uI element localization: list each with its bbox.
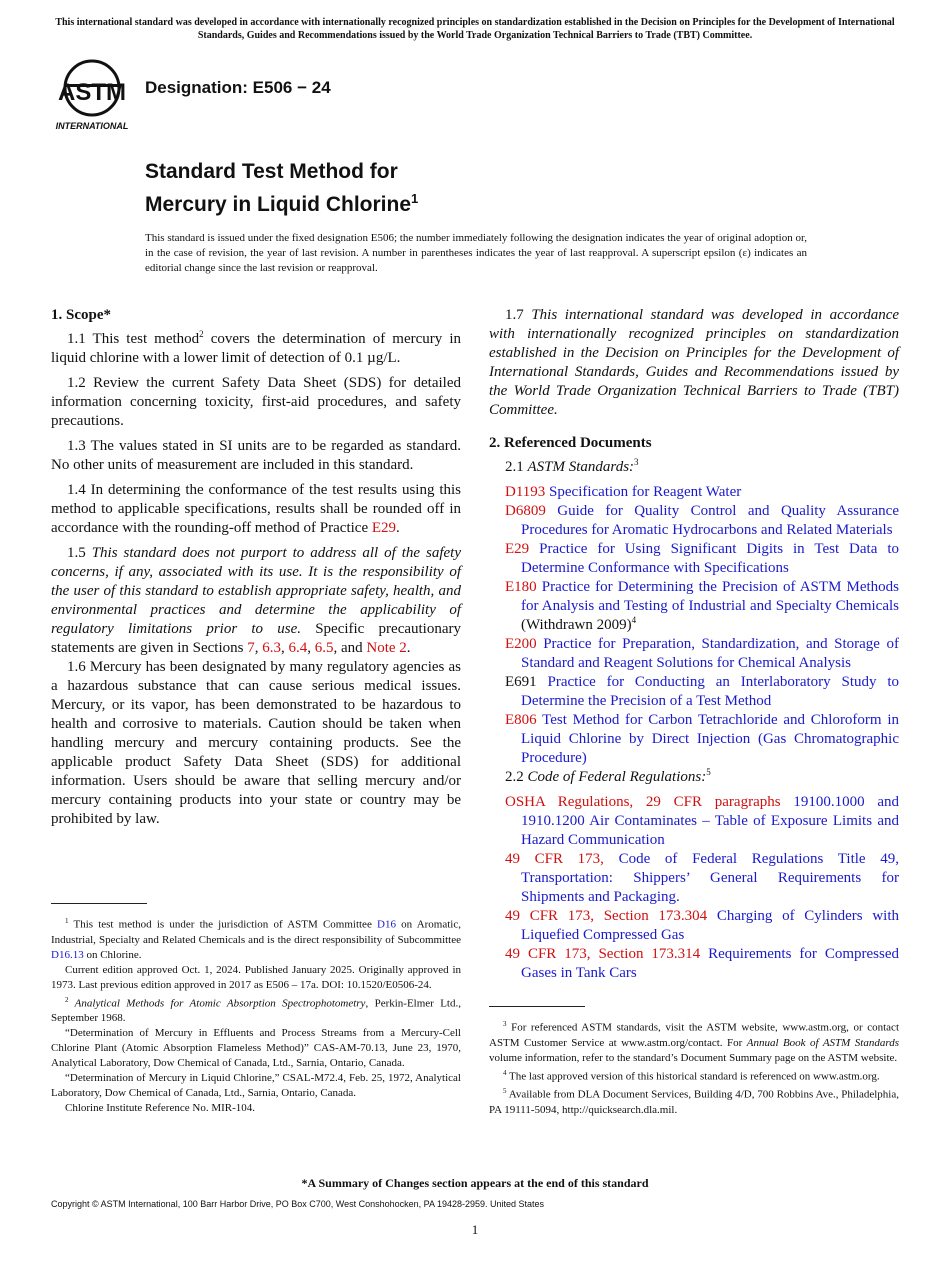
cfr-title-173-314[interactable]: Requirements for Compressed Gases in Tank Cars xyxy=(521,946,899,981)
ref-title-d6809[interactable]: Guide for Quality Control and Quality Assurance Procedures for Aromatic Hydrocarbons and Related Materials xyxy=(521,503,899,538)
scope-1-2: 1.2 Review the current Safety Data Sheet (SDS) for detailed information concerning toxicity, first-aid procedures, and safety precautions. xyxy=(51,375,461,429)
ref-code-d6809[interactable]: D6809 xyxy=(505,503,546,519)
cfr-item xyxy=(505,793,899,850)
document-title xyxy=(145,158,418,218)
link-note-2[interactable]: Note 2 xyxy=(366,640,407,656)
svg-text:ASTM: ASTM xyxy=(58,79,126,106)
right-column xyxy=(489,306,899,983)
link-committee-d16[interactable]: D16 xyxy=(377,918,396,931)
link-subcommittee-d16-13[interactable]: D16.13 xyxy=(51,948,84,961)
ref-title-e180[interactable]: Practice for Determining the Precision of ASTM Methods for Analysis and Testing of Industrial and Specialty Chemicals xyxy=(521,579,899,614)
designation: Designation: E506 − 24 xyxy=(145,78,331,97)
ref-item xyxy=(505,483,899,502)
scope-1-5: 1.5 This standard does not purport to address all of the safety concerns, if any, associated with its use. It is the responsibility of the user of this standard to establish appropriate safety, health, and environmental practices and determine the applicability of regulatory limitations prior to use. Specific precautionary statements are given in Sections 7, 6.3, 6.4, 6.5, and Note 2. xyxy=(51,545,462,656)
ref-item xyxy=(505,635,899,673)
footnotes-left xyxy=(51,914,461,1116)
ref-code-e29[interactable]: E29 xyxy=(505,541,530,557)
footnote-2-ref-2: “Determination of Mercury in Effluents and Process Streams from a Mercury-Cell Chlorine Plant (Atomic Absorption Flameless Method)” CAS-AM-70.13, June 23, 1970, Analytical Laboratory, Dow Chemical of Canada, Ltd., Sarnia, Ontario, Canada. xyxy=(51,1027,461,1070)
scope-1-6: 1.6 Mercury has been designated by many regulatory agencies as a hazardous substance that can cause serious medical issues. Mercury, or its vapor, has been demonstrated to be hazardous to health and corrosive to materials. Caution should be taken when handling mercury and mercury containing products. See the applicable product Safety Data Sheet (SDS) for additional information. Users should be aware that selling mercury and/or mercury containing products into your state or country may be prohibited by law. xyxy=(51,659,461,827)
astm-logo-icon xyxy=(52,56,136,132)
issue-note: This standard is issued under the fixed designation E506; the number immediately following the designation indicates the year of original adoption or, in the case of revision, the year of last revision. A number in parentheses indicates the year of last reapproval. A superscript epsilon (ε) indicates an editorial change since the last revision or reapproval. xyxy=(145,232,807,274)
left-column xyxy=(51,306,461,835)
astm-logo xyxy=(52,56,136,132)
ref-item xyxy=(505,711,899,768)
footnote-3: $^3$ For referenced ASTM standards, visit the ASTM website, www.astm.org, or contact ASTM Customer Service at www.astm.org/contact. For Annual Book of ASTM Standards volume information, refer to the standard’s Document Summary page on the ASTM website. xyxy=(489,1020,899,1064)
ref-title-e200[interactable]: Practice for Preparation, Standardization, and Storage of Standard and Reagent Solutions for Chemical Analysis xyxy=(521,636,899,671)
footnote-1: $^1$ This test method is under the jurisdiction of ASTM Committee D16 on Aromatic, Industrial, Specialty and Related Chemicals and is the direct responsibility of Subcommittee D16.13 on Chlorine. xyxy=(51,917,461,961)
footnotes-right xyxy=(489,1017,899,1118)
page-number: 1 xyxy=(471,1222,479,1237)
footnote-2-ref-4: Chlorine Institute Reference No. MIR-104. xyxy=(65,1102,256,1115)
footnote-2-ref-3: “Determination of Mercury in Liquid Chlorine,” CSAL-M72.4, Feb. 25, 1972, Analytical Laboratory, Dow Chemical of Canada, Ltd., Sarnia, Ontario, Canada. xyxy=(51,1072,461,1100)
ref-code-e200[interactable]: E200 xyxy=(505,636,537,652)
link-section-6-4[interactable]: 6.4 xyxy=(288,640,308,656)
cfr-code-173-304[interactable]: 49 CFR 173, Section 173.304 xyxy=(505,908,708,924)
title-line-2: Mercury in Liquid Chlorine$^1$ xyxy=(145,191,419,216)
link-section-6-3[interactable]: 6.3 xyxy=(262,640,281,656)
ref-item xyxy=(505,673,899,711)
footnote-2: $^2$ Analytical Methods for Atomic Absorption Spectrophotometry, Perkin-Elmer Ltd., September 1968. xyxy=(51,995,461,1025)
ref-code-d1193[interactable]: D1193 xyxy=(505,484,546,500)
svg-text:INTERNATIONAL: INTERNATIONAL xyxy=(55,121,129,131)
cfr-item xyxy=(505,850,899,907)
ref-code-e806[interactable]: E806 xyxy=(505,712,537,728)
title-line-1: Standard Test Method for xyxy=(145,160,398,183)
referenced-documents-heading: 2. Referenced Documents xyxy=(489,435,652,451)
ref-title-e29[interactable]: Practice for Using Significant Digits in Test Data to Determine Conformance with Specifications xyxy=(521,541,899,576)
cfr-item xyxy=(505,945,899,983)
cfr-title-49-173[interactable]: Code of Federal Regulations Title 49, Transportation: Shippers’ General Requirements for Shipments and Packaging. xyxy=(521,851,899,905)
scope-1-4: 1.4 In determining the conformance of the test results using this method to applicable specifications, results shall be rounded off in accordance with the rounding-off method of Practice E29. xyxy=(51,482,461,536)
footnote-rule-right xyxy=(489,1006,585,1007)
cfr-code-49-173[interactable]: 49 CFR 173, xyxy=(505,851,604,867)
link-section-7[interactable]: 7 xyxy=(247,640,255,656)
copyright-line: Copyright © ASTM International, 100 Barr Harbor Drive, PO Box C700, West Conshohocken, PA 19428-2959. United States xyxy=(51,1199,545,1209)
cfr-label: 2.2 Code of Federal Regulations:$^5$ xyxy=(505,767,711,785)
summary-of-changes-note: *A Summary of Changes section appears at the end of this standard xyxy=(301,1176,649,1190)
ref-item xyxy=(505,502,899,540)
link-e29[interactable]: E29 xyxy=(371,520,397,536)
cfr-code-osha[interactable]: OSHA Regulations, 29 CFR paragraphs xyxy=(505,794,781,810)
scope-heading: 1. Scope* xyxy=(51,307,111,323)
cfr-title-173-304[interactable]: Charging of Cylinders with Liquefied Compressed Gas xyxy=(521,908,899,943)
scope-1-1: 1.1 This test method$^2$ covers the determination of mercury in liquid chlorine with a lower limit of detection of 0.1 µg/L. xyxy=(51,329,461,366)
top-standard-note: This international standard was developed in accordance with internationally recognized principles on standardization established in the Decision on Principles for the Development of International Standards, Guides and Recommendations issued by the World Trade Organization Technical Barriers to Trade (TBT) Committee. xyxy=(55,17,895,41)
ref-code-e180[interactable]: E180 xyxy=(505,579,537,595)
scope-1-7: 1.7 This international standard was developed in accordance with internationally recognized principles on standardization established in the Decision on Principles for the Development of International Standards, Guides and Recommendations issued by the World Trade Organization Technical Barriers to Trade (TBT) Committee. xyxy=(489,307,900,418)
cfr-item xyxy=(505,907,899,945)
ref-item: E180 Practice for Determining the Precision of ASTM Methods for Analysis and Testing of Industrial and Specialty Chemicals (Withdrawn 2009)$^4$ xyxy=(505,579,899,633)
cfr-title-osha[interactable]: 19100.1000 and 1910.1200 Air Contaminates – Table of Exposure Limits and Hazard Communication xyxy=(521,794,899,848)
ref-title-e806[interactable]: Test Method for Carbon Tetrachloride and Chloroform in Liquid Chlorine by Direct Injection (Gas Chromatographic Procedure) xyxy=(521,712,899,766)
astm-standards-label: 2.1 ASTM Standards:$^3$ xyxy=(505,457,639,475)
footnote-4: $^4$ The last approved version of this historical standard is referenced on www.astm.org. xyxy=(503,1068,880,1083)
title-footnote-ref: 1 xyxy=(411,191,419,206)
link-section-6-5[interactable]: 6.5 xyxy=(314,640,334,656)
ref-code-e691: E691 xyxy=(505,674,537,690)
ref-item xyxy=(505,540,899,578)
scope-1-3: 1.3 The values stated in SI units are to be regarded as standard. No other units of measurement are included in this standard. xyxy=(51,438,461,473)
ref-title-e691[interactable]: Practice for Conducting an Interlaboratory Study to Determine the Precision of a Test Method xyxy=(521,674,899,709)
footnote-rule-left xyxy=(51,903,147,904)
cfr-code-173-314[interactable]: 49 CFR 173, Section 173.314 xyxy=(505,946,701,962)
ref-title-d1193[interactable]: Specification for Reagent Water xyxy=(545,484,742,500)
footnote-5: $^5$ Available from DLA Document Services, Building 4/D, 700 Robbins Ave., Philadelphia, PA 19111-5094, http://quicksearch.dla.mil. xyxy=(489,1087,899,1116)
footnote-1-edition: Current edition approved Oct. 1, 2024. Published January 2025. Originally approved in 1973. Last previous edition approved in 2017 as E506 – 17a. DOI: 10.1520/E0506-24. xyxy=(51,963,461,991)
